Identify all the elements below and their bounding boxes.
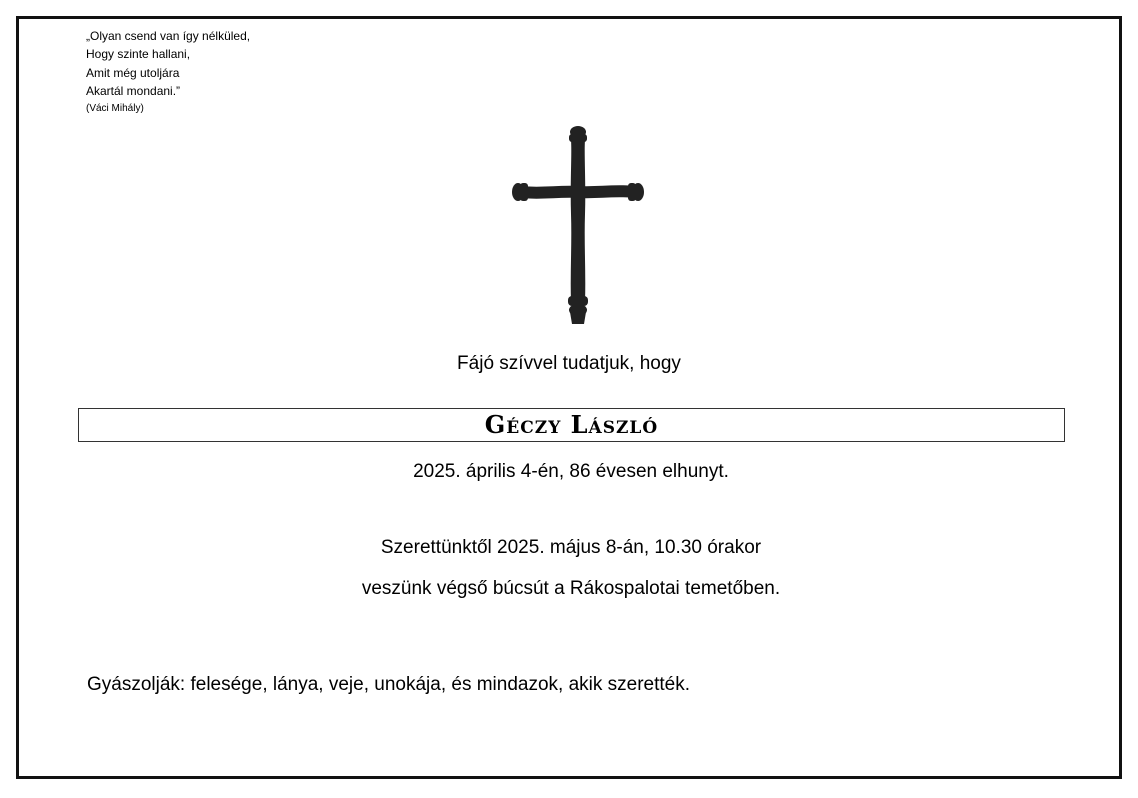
death-notice: 2025. április 4-én, 86 évesen elhunyt. [413,461,729,482]
name-box [78,408,1065,442]
cross-icon [510,124,646,328]
poem-author: (Váci Mihály) [86,103,144,115]
funeral-line-1: Szerettünktől 2025. május 8-án, 10.30 órakor [380,537,762,558]
poem-line-3: Amit még utoljára [86,65,180,80]
poem-line-1: „Olyan csend van így nélküled, [86,29,251,43]
poem-line-2: Hogy szinte hallani, [86,47,191,62]
mourners-text: Gyászolják: felesége, lánya, veje, unokája, és mindazok, akik szerették. [87,674,691,695]
funeral-line-2: veszünk végső búcsút a Rákospalotai temetőben. [361,578,781,599]
deceased-name: Géczy László [484,410,659,439]
intro-text: Fájó szívvel tudatjuk, hogy [457,353,681,374]
poem-line-4: Akartál mondani.” [86,83,181,98]
poem-quote [86,27,250,116]
